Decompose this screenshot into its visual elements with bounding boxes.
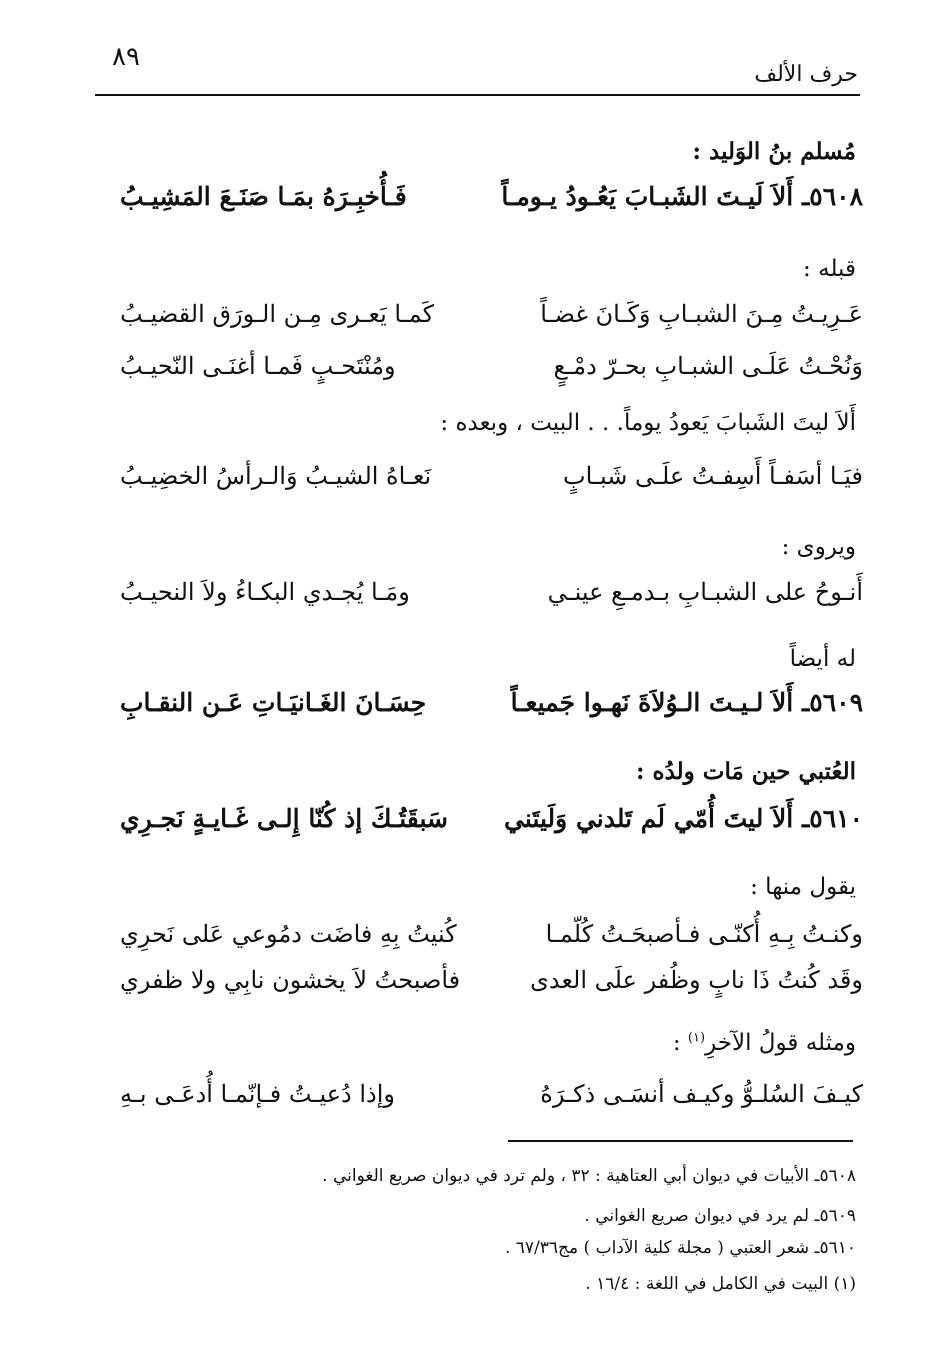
verse-hemistich-second: كُنيتُ بِهِ فاضَت دمُوعي عَلى نَحرِي (120, 920, 457, 948)
verse-hemistich-first: ٥٦٠٨ـ أَلاَ لَيـتَ الشَبـابَ يَعُـودُ يـومـاً (501, 182, 863, 211)
mithluhu-line (673, 1030, 856, 1056)
verse-before-1 (100, 300, 863, 344)
verse-hemistich-second: نَعـاهُ الشيـبُ وَالـرأسُ الخضِيـبُ (120, 462, 432, 490)
verse-5610 (100, 804, 863, 848)
verse-hemistich-second: وإذا دُعيـتُ فـإنّمـا أُدعَـى بـهِ (120, 1080, 395, 1108)
label-yurwa: ويروى : (781, 534, 856, 560)
verse-hemistich-second: فأصبحتُ لاَ يخشون نابِي ولا ظفري (120, 966, 461, 994)
verse-hemistich-first: وقَد كُنتُ ذَا نابٍ وظُفر علَى العدى (530, 966, 863, 994)
verse-yaqul-1 (100, 920, 863, 964)
label-before: قبله : (803, 256, 856, 282)
verse-hemistich-second: ومَـا يُجـدي البكـاءُ ولاَ النحيـبُ (120, 578, 410, 606)
footnote-5609: ٥٦٠٩ـ لم يرد في ديوان صريع الغواني . (584, 1206, 856, 1226)
footnote-rule (508, 1140, 853, 1142)
footnote-1: (١) البيت في الكامل في اللغة : ١٦/٤ . (585, 1274, 856, 1294)
verse-hemistich-first: وَنُحْـتُ عَلَـى الشبـابِ بحـرّ دمْـعٍ (553, 352, 863, 380)
verse-hemistich-second: فَـأُخبِـرَهُ بمَـا صَنَـعَ المَشِيـبُ (120, 182, 407, 211)
header-rule (95, 94, 860, 96)
verse-before-2 (100, 352, 863, 396)
verse-yurwa (100, 578, 863, 622)
mithluhu-colon: : (672, 1030, 688, 1056)
verse-hemistich-first: كيـفَ السُلـوُّ وكيـف أنسَـى ذكـرَهُ (540, 1080, 863, 1108)
verse-hemistich-first: ٥٦١٠ـ أَلاَ ليتَ أُمّي لَم تَلدني وَلَيتَني (504, 804, 863, 833)
attribution-utbi: العُتبي حين مَات ولدُه : (636, 758, 856, 785)
footnote-5608: ٥٦٠٨ـ الأبيات في ديوان أبي العتاهية : ٣٢ ، ولم ترد في ديوان صريع الغواني . (322, 1166, 856, 1186)
verse-after (100, 462, 863, 506)
chapter-title: حرف الألف (754, 62, 858, 87)
footnote-5610: ٥٦١٠ـ شعر العتبي ( مجلة كلية الآداب ) مج٦٧/٣٦ . (504, 1238, 856, 1258)
verse-yaqul-2 (100, 966, 863, 1010)
label-yaqul: يقول منها : (750, 874, 856, 900)
label-lahu-aydan: له أيضاً (789, 646, 856, 672)
verse-hemistich-first: وكنـتُ بِـهِ أُكنّـى فـأصبحَـتُ كُلّمـا (545, 920, 863, 948)
mithluhu-text: ومثله قولُ الآخرِ (705, 1030, 856, 1056)
verse-hemistich-first: عَـرِيـتُ مِـنَ الشبـابِ وَكَـانَ غضـاً (540, 300, 863, 328)
verse-5609 (100, 688, 863, 732)
page-number: ٨٩ (112, 42, 140, 72)
verse-hemistich-first: فيَـا أسَفـاً أَسِفـتُ علَـى شَبـابٍ (563, 462, 863, 490)
verse-hemistich-second: حِسَـانَ الغَـانيَـاتِ عَـن النقـابِ (120, 688, 427, 717)
verse-hemistich-first: أَنـوحُ على الشبـابِ بـدمـعِ عينـي (547, 578, 863, 606)
attribution-muslim: مُسلم بنُ الوَليد : (692, 138, 856, 165)
verse-hemistich-first: ٥٦٠٩ـ أَلاَ لـيـتَ الـوُلاَةَ نَهـوا جَميعـاً (510, 688, 863, 717)
verse-hemistich-second: سَبقَتُـكَ إذ كُنّا إِلـى غَـايـةٍ نَجـرِي (120, 804, 448, 833)
verse-last (100, 1080, 863, 1124)
verse-5608 (100, 182, 863, 226)
verse-hemistich-second: ومُنْتَحـبٍ فَمـا أغنَـى النّحيـبُ (120, 352, 396, 380)
verse-hemistich-second: كَمـا يَعـرى مِـن الـورَق القضيـبُ (120, 300, 435, 328)
reference-line: أَلاَ ليتَ الشَبابَ يَعودُ يوماً. . . البيت ، وبعده : (440, 410, 856, 436)
footnote-marker: (١) (687, 1030, 706, 1046)
